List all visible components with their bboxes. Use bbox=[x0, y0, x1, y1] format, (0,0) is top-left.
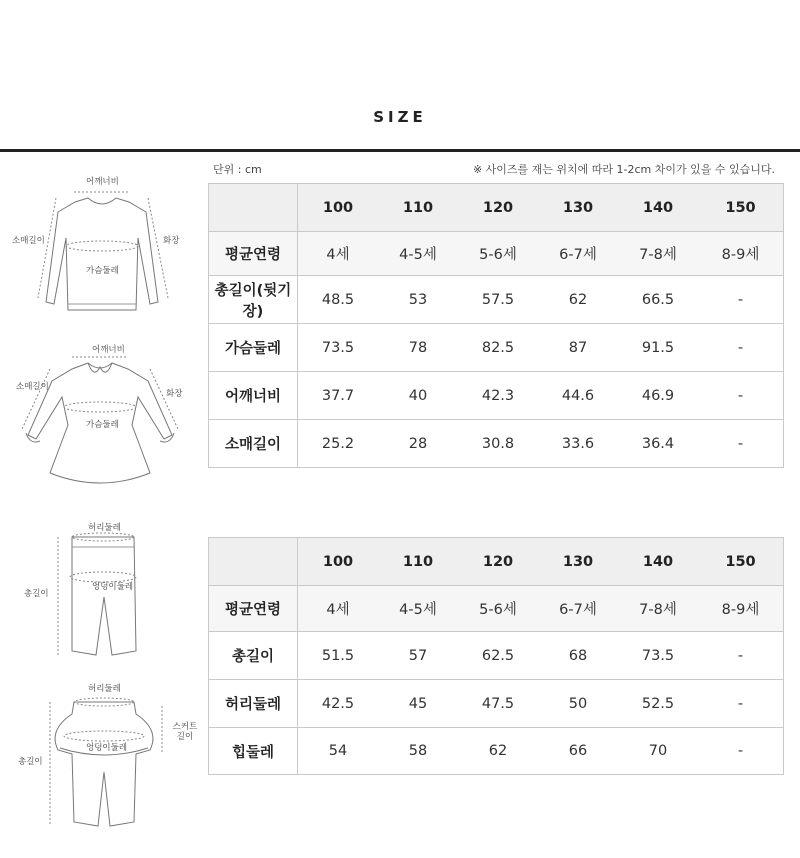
row-label: 가슴둘레 bbox=[209, 324, 298, 372]
table-row bbox=[209, 728, 784, 775]
shoulder-width-label: 어깨너비 bbox=[86, 177, 119, 187]
size-cell: 100 bbox=[298, 538, 379, 586]
value-cell: 28 bbox=[378, 420, 458, 468]
table-row bbox=[209, 586, 784, 632]
value-cell: 70 bbox=[618, 728, 698, 775]
table-row bbox=[209, 232, 784, 276]
chest-label: 가슴둘레 bbox=[86, 420, 119, 430]
value-cell: 37.7 bbox=[298, 372, 379, 420]
unit-label: 단위 : cm bbox=[213, 163, 262, 176]
value-cell: 66.5 bbox=[618, 276, 698, 324]
value-cell: 25.2 bbox=[298, 420, 379, 468]
value-cell: 5-6세 bbox=[458, 586, 538, 632]
value-cell: 78 bbox=[378, 324, 458, 372]
value-cell: 66 bbox=[538, 728, 618, 775]
row-label: 힙둘레 bbox=[209, 728, 298, 775]
value-cell: 82.5 bbox=[458, 324, 538, 372]
value-cell: - bbox=[698, 276, 784, 324]
row-label: 평균연령 bbox=[209, 232, 298, 276]
value-cell: 87 bbox=[538, 324, 618, 372]
table-row bbox=[209, 632, 784, 680]
total-length-label: 총길이 bbox=[24, 589, 49, 599]
value-cell: 4세 bbox=[298, 232, 379, 276]
page-title: SIZE bbox=[373, 108, 427, 126]
value-cell: 30.8 bbox=[458, 420, 538, 468]
value-cell: 7-8세 bbox=[618, 232, 698, 276]
value-cell: - bbox=[698, 420, 784, 468]
value-cell: 54 bbox=[298, 728, 379, 775]
value-cell: - bbox=[698, 728, 784, 775]
table-corner-cell bbox=[209, 184, 298, 232]
size-cell: 130 bbox=[538, 538, 618, 586]
table-corner-cell bbox=[209, 538, 298, 586]
value-cell: 8-9세 bbox=[698, 586, 784, 632]
value-cell: 57 bbox=[378, 632, 458, 680]
value-cell: 73.5 bbox=[618, 632, 698, 680]
waist-label: 허리둘레 bbox=[88, 684, 121, 694]
value-cell: 40 bbox=[378, 372, 458, 420]
size-cell: 120 bbox=[458, 184, 538, 232]
table-row bbox=[209, 680, 784, 728]
value-cell: 44.6 bbox=[538, 372, 618, 420]
table-header-row bbox=[209, 184, 784, 232]
value-cell: - bbox=[698, 680, 784, 728]
value-cell: 36.4 bbox=[618, 420, 698, 468]
measurement-note: ※ 사이즈를 재는 위치에 따라 1-2cm 차이가 있을 수 있습니다. bbox=[472, 163, 775, 176]
size-cell: 110 bbox=[378, 184, 458, 232]
row-label: 어깨너비 bbox=[209, 372, 298, 420]
value-cell: 6-7세 bbox=[538, 586, 618, 632]
value-cell: 5-6세 bbox=[458, 232, 538, 276]
value-cell: 53 bbox=[378, 276, 458, 324]
value-cell: 45 bbox=[378, 680, 458, 728]
row-label: 총길이(뒷기장) bbox=[209, 276, 298, 324]
hip-label: 엉덩이둘레 bbox=[92, 582, 134, 592]
size-cell: 120 bbox=[458, 538, 538, 586]
value-cell: 62 bbox=[538, 276, 618, 324]
table-row bbox=[209, 420, 784, 468]
table-row bbox=[209, 324, 784, 372]
skirt-length-label: 스커트 길이 bbox=[172, 722, 198, 742]
sleeve-length-label: 소매길이 bbox=[16, 382, 49, 392]
row-label: 소매길이 bbox=[209, 420, 298, 468]
value-cell: 48.5 bbox=[298, 276, 379, 324]
value-cell: 46.9 bbox=[618, 372, 698, 420]
value-cell: 62.5 bbox=[458, 632, 538, 680]
value-cell: 7-8세 bbox=[618, 586, 698, 632]
value-cell: 91.5 bbox=[618, 324, 698, 372]
sleeve-top-label: 화장 bbox=[163, 236, 180, 246]
value-cell: 62 bbox=[458, 728, 538, 775]
value-cell: - bbox=[698, 324, 784, 372]
value-cell: 47.5 bbox=[458, 680, 538, 728]
table-row bbox=[209, 372, 784, 420]
hip-label: 엉덩이둘레 bbox=[86, 743, 128, 753]
value-cell: 8-9세 bbox=[698, 232, 784, 276]
row-label: 허리둘레 bbox=[209, 680, 298, 728]
value-cell: 33.6 bbox=[538, 420, 618, 468]
value-cell: 57.5 bbox=[458, 276, 538, 324]
sweatshirt-diagram bbox=[0, 180, 200, 320]
value-cell: 73.5 bbox=[298, 324, 379, 372]
value-cell: 51.5 bbox=[298, 632, 379, 680]
value-cell: 50 bbox=[538, 680, 618, 728]
size-cell: 130 bbox=[538, 184, 618, 232]
size-cell: 140 bbox=[618, 538, 698, 586]
table-row bbox=[209, 276, 784, 324]
chest-label: 가슴둘레 bbox=[86, 266, 119, 276]
value-cell: - bbox=[698, 372, 784, 420]
total-length-label: 총길이 bbox=[18, 757, 43, 767]
size-cell: 150 bbox=[698, 538, 784, 586]
value-cell: 4세 bbox=[298, 586, 379, 632]
shoulder-width-label: 어깨너비 bbox=[92, 345, 125, 355]
bottom-size-table bbox=[208, 537, 784, 775]
sleeve-top-label: 화장 bbox=[166, 389, 183, 399]
waist-label: 허리둘레 bbox=[88, 523, 121, 533]
row-label: 평균연령 bbox=[209, 586, 298, 632]
table-header-row bbox=[209, 538, 784, 586]
size-cell: 110 bbox=[378, 538, 458, 586]
value-cell: 68 bbox=[538, 632, 618, 680]
row-label: 총길이 bbox=[209, 632, 298, 680]
value-cell: 4-5세 bbox=[378, 232, 458, 276]
size-cell: 100 bbox=[298, 184, 379, 232]
value-cell: 6-7세 bbox=[538, 232, 618, 276]
top-size-table bbox=[208, 183, 784, 468]
value-cell: 58 bbox=[378, 728, 458, 775]
size-cell: 140 bbox=[618, 184, 698, 232]
value-cell: 52.5 bbox=[618, 680, 698, 728]
value-cell: 42.3 bbox=[458, 372, 538, 420]
size-cell: 150 bbox=[698, 184, 784, 232]
value-cell: 42.5 bbox=[298, 680, 379, 728]
value-cell: - bbox=[698, 632, 784, 680]
value-cell: 4-5세 bbox=[378, 586, 458, 632]
title-divider bbox=[0, 149, 800, 152]
sleeve-length-label: 소매길이 bbox=[12, 236, 45, 246]
